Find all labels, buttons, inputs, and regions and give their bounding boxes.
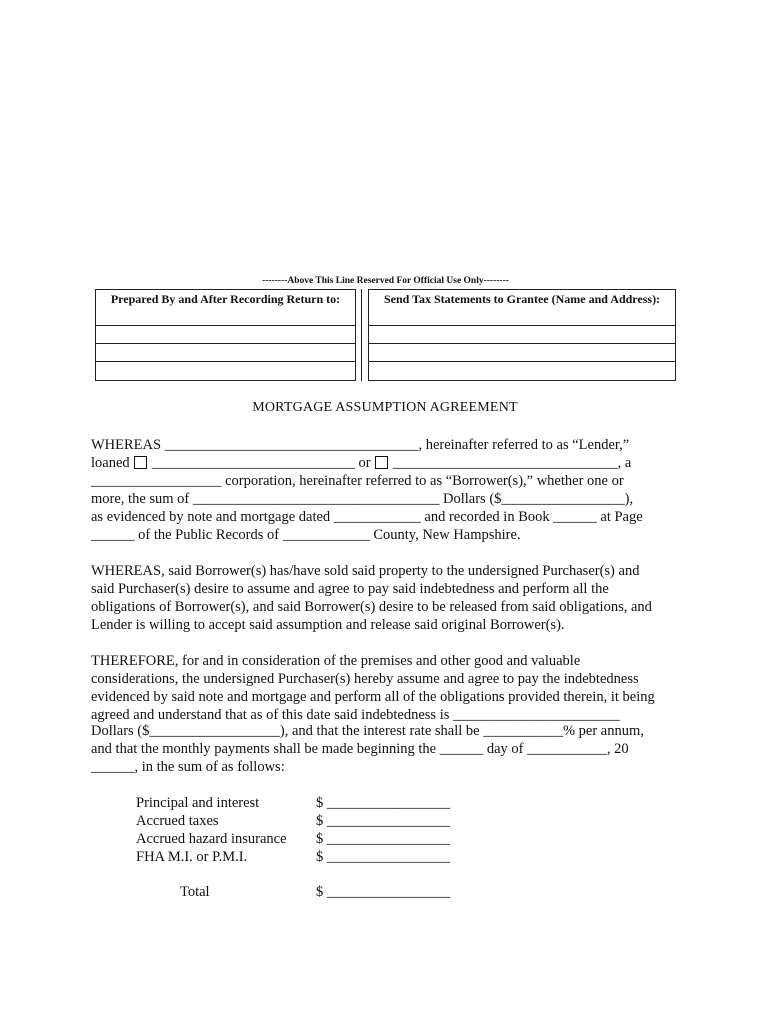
schedule-label: Accrued hazard insurance bbox=[136, 831, 287, 847]
sum-follows-line: ______, in the sum of as follows: bbox=[91, 759, 285, 775]
prepared-by-line bbox=[96, 361, 355, 362]
lender-willing-line: Lender is willing to accept said assumption and release said original Borrower(s). bbox=[91, 617, 565, 633]
considerations-line: considerations, the undersigned Purchaser(s) hereby assume and agree to pay the indebtedness bbox=[91, 671, 639, 687]
corporation-name-text: _______________________________, a bbox=[389, 455, 632, 471]
column-divider bbox=[361, 289, 362, 381]
prepared-by-line bbox=[96, 325, 355, 326]
loaned-option-checkbox[interactable] bbox=[134, 456, 147, 469]
monthly-payments-line: and that the monthly payments shall be made beginning the ______ day of ___________, 20 bbox=[91, 741, 629, 757]
tax-statements-line bbox=[369, 361, 675, 362]
schedule-amount: $ _________________ bbox=[316, 795, 451, 811]
document-title: MORTGAGE ASSUMPTION AGREEMENT bbox=[252, 400, 518, 415]
evidenced-line: evidenced by said note and mortgage and perform all of the obligations provided therein, it being bbox=[91, 689, 655, 705]
borrower-line: __________________ corporation, hereinafter referred to as “Borrower(s),” whether one or bbox=[91, 473, 624, 489]
prepared-by-heading: Prepared By and After Recording Return to: bbox=[110, 292, 341, 306]
obligations-line: obligations of Borrower(s), and said Borrower(s) desire to be released from said obligations, and bbox=[91, 599, 652, 615]
total-label: Total bbox=[180, 884, 210, 900]
interest-rate-line: Dollars ($__________________), and that the interest rate shall be ___________% per annum, bbox=[91, 723, 644, 739]
prepared-by-line bbox=[96, 343, 355, 344]
sum-line: more, the sum of __________________________________ Dollars ($_________________), bbox=[91, 491, 634, 507]
whereas-sold-line: WHEREAS, said Borrower(s) has/have sold said property to the undersigned Purchaser(s) and bbox=[91, 563, 640, 579]
corporation-option-checkbox[interactable] bbox=[375, 456, 388, 469]
note-mortgage-line: as evidenced by note and mortgage dated ____________ and recorded in Book ______ at Page bbox=[91, 509, 643, 525]
schedule-label: Accrued taxes bbox=[136, 813, 219, 829]
schedule-amount: $ _________________ bbox=[316, 849, 451, 865]
official-use-line: --------Above This Line Reserved For Official Use Only-------- bbox=[262, 276, 509, 286]
loaned-text: loaned bbox=[91, 455, 134, 471]
public-records-line: ______ of the Public Records of ____________ County, New Hampshire. bbox=[91, 527, 521, 543]
therefore-line: THEREFORE, for and in consideration of the premises and other good and valuable bbox=[91, 653, 581, 669]
whereas-lender-line: WHEREAS ___________________________________, hereinafter referred to as “Lender,” bbox=[91, 437, 630, 453]
schedule-amount: $ _________________ bbox=[316, 831, 451, 847]
schedule-label: FHA M.I. or P.M.I. bbox=[136, 849, 248, 865]
recording-table bbox=[95, 289, 676, 381]
indebtedness-line: agreed and understand that as of this date said indebtedness is _______________________ bbox=[91, 707, 620, 723]
schedule-label: Principal and interest bbox=[136, 795, 260, 811]
tax-statements-line bbox=[369, 343, 675, 344]
or-text: ____________________________ or bbox=[148, 455, 375, 471]
schedule-amount: $ _________________ bbox=[316, 813, 451, 829]
tax-statements-heading: Send Tax Statements to Grantee (Name and Address): bbox=[383, 292, 661, 306]
tax-statements-box bbox=[368, 289, 676, 381]
prepared-by-box bbox=[95, 289, 356, 381]
tax-statements-line bbox=[369, 325, 675, 326]
loaned-line bbox=[91, 454, 681, 472]
total-amount: $ _________________ bbox=[316, 884, 451, 900]
purchaser-assume-line: said Purchaser(s) desire to assume and agree to pay said indebtedness and perform all the bbox=[91, 581, 609, 597]
